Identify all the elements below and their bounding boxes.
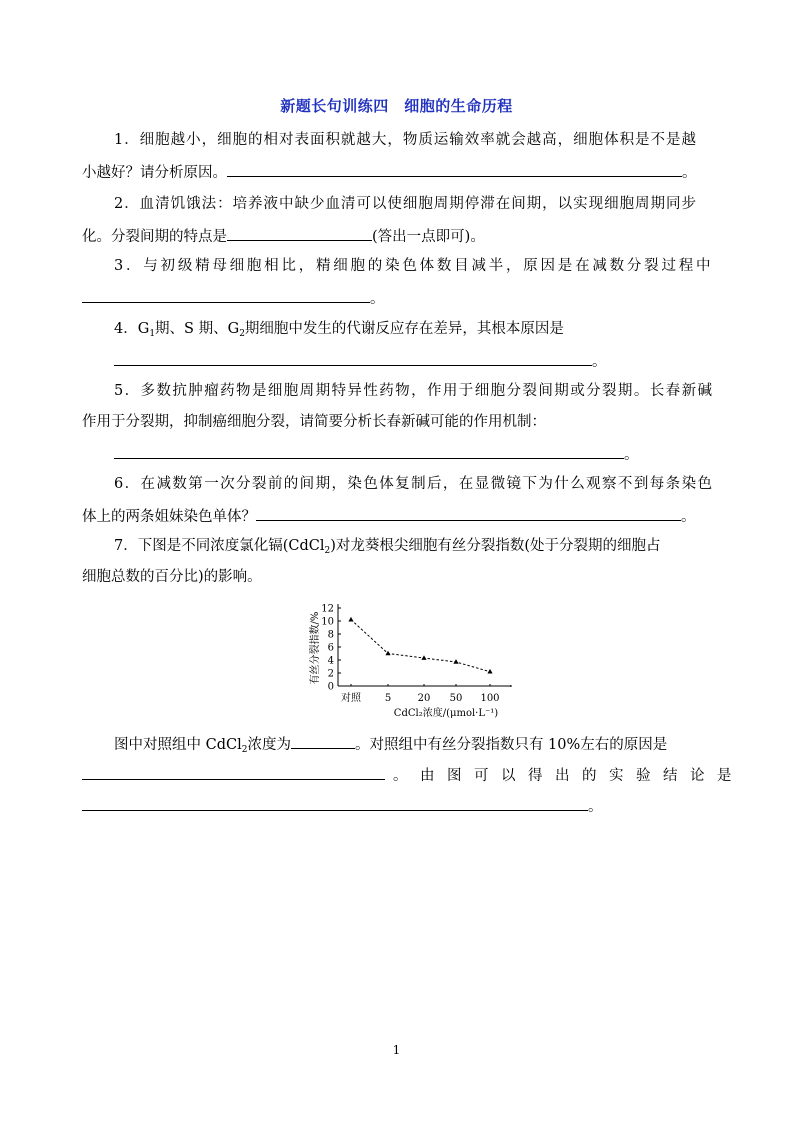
q4-line1 <box>114 319 564 339</box>
q7-sub: 2 <box>324 546 331 556</box>
conclusion-blank[interactable] <box>82 795 588 811</box>
y-tick-label-10: 10 <box>321 616 334 628</box>
data-point-2 <box>421 655 426 660</box>
q1-text: 小越好？请分析原因。 <box>82 165 227 181</box>
y-axis-label: 有丝分裂指数/% <box>310 611 321 685</box>
x-tick-label-2: 20 <box>417 693 431 704</box>
q3-end: 。 <box>370 291 385 307</box>
after-line2 <box>82 764 744 786</box>
after-text-d: 。由图可以得出的实验结论是 <box>393 768 744 784</box>
q2-text: 化。分裂间期的特点是 <box>82 229 227 245</box>
q4-end: 。 <box>592 354 607 370</box>
q4-text-b: 期、S 期、G <box>155 321 240 337</box>
q6-line2 <box>82 505 696 527</box>
q3-line2 <box>82 287 385 309</box>
q2-line1: 2．血清饥饿法：培养液中缺少血清可以使细胞周期停滞在间期，以实现细胞周期同步 <box>114 196 696 212</box>
q4-sub1: 1 <box>149 329 156 339</box>
after-end: 。 <box>588 799 603 815</box>
after-text-b: 浓度为 <box>247 737 291 753</box>
y-tick-label-12: 12 <box>321 603 334 615</box>
x-tick-label-1: 5 <box>384 693 392 704</box>
x-tick-label-3: 50 <box>449 693 463 704</box>
x-tick-label-0: 对照 <box>341 693 361 704</box>
q6-line1: 6．在减数第一次分裂前的间期，染色体复制后，在显微镜下为什么观察不到每条染色 <box>114 476 712 492</box>
data-point-3 <box>453 659 458 664</box>
q7-line2: 细胞总数的百分比)的影响。 <box>82 569 262 585</box>
q4-text-a: 4．G <box>114 321 150 337</box>
q2-answer-blank[interactable] <box>227 225 372 241</box>
y-tick-label-8: 8 <box>327 629 334 641</box>
after-text-c: 。对照组中有丝分裂指数只有 10%左右的原因是 <box>354 737 668 753</box>
q4-line2 <box>114 350 607 372</box>
y-tick-label-2: 2 <box>327 668 334 680</box>
q7-text-b: )对龙葵根尖细胞有丝分裂指数(处于分裂期的细胞占 <box>330 538 661 554</box>
q6-text: 体上的两条姐妹染色单体？ <box>82 509 256 525</box>
q5-answer-blank[interactable] <box>114 443 624 459</box>
q4-answer-blank[interactable] <box>114 350 592 366</box>
x-tick-label-4: 100 <box>480 693 500 704</box>
data-point-0 <box>348 617 353 622</box>
q2-line2 <box>82 225 485 247</box>
x-axis-label: CdCl₂浓度/(μmol·L⁻¹) <box>393 708 499 719</box>
q1-answer-blank[interactable] <box>227 161 682 177</box>
y-tick-label-0: 0 <box>327 681 334 693</box>
q6-end: 。 <box>681 509 696 525</box>
q5-line1: 5．多数抗肿瘤药物是细胞周期特异性药物，作用于细胞分裂间期或分裂期。长春新碱 <box>114 383 712 399</box>
q1-line2 <box>82 161 697 183</box>
page-title: 新题长句训练四 细胞的生命历程 <box>280 97 513 115</box>
q3-answer-blank[interactable] <box>82 287 370 303</box>
after-line1 <box>114 733 667 755</box>
q1-line1: 1．细胞越小，细胞的相对表面积就越大，物质运输效率就会越高，细胞体积是不是越 <box>114 132 696 148</box>
q2-suffix: (答出一点即可)。 <box>372 229 485 245</box>
data-point-4 <box>487 669 492 674</box>
series-line <box>351 620 490 672</box>
q4-text-c: 期细胞中发生的代谢反应存在差异，其根本原因是 <box>244 321 564 337</box>
q5-end: 。 <box>624 447 639 463</box>
q5-line3 <box>114 443 639 465</box>
q5-line2: 作用于分裂期，抑制癌细胞分裂，请简要分析长春新碱可能的作用机制： <box>82 414 546 430</box>
q1-end: 。 <box>682 165 697 181</box>
q4-sub2: 2 <box>239 329 245 339</box>
control-concentration-blank[interactable] <box>291 733 355 749</box>
page-number: 1 <box>392 1043 401 1057</box>
q7-line1 <box>114 536 661 556</box>
q7-text-a: 7．下图是不同浓度氯化镉(CdCl <box>114 538 325 554</box>
q3-line1: 3．与初级精母细胞相比，精细胞的染色体数目减半，原因是在减数分裂过程中 <box>114 258 712 274</box>
y-tick-label-4: 4 <box>327 655 334 667</box>
after-line3 <box>82 795 603 817</box>
mitotic-index-chart <box>296 592 528 722</box>
after-sub: 2 <box>241 745 248 755</box>
y-tick-label-6: 6 <box>327 642 334 654</box>
q6-answer-blank[interactable] <box>256 505 681 521</box>
reason-blank[interactable] <box>82 764 385 780</box>
after-text-a: 图中对照组中 CdCl <box>114 737 242 753</box>
